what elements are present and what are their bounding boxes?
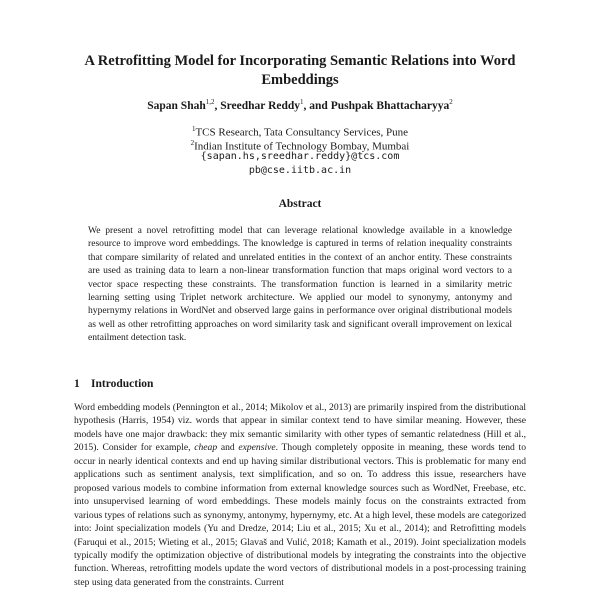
author-name: Sapan Shah	[147, 99, 206, 112]
paper-title: A Retrofitting Model for Incorporating Semantic Relations into Word Embeddings	[84, 53, 516, 88]
author-affiliation-marker: 2	[449, 98, 453, 106]
affiliation-text: TCS Research, Tata Consultancy Services, Pune	[195, 126, 409, 139]
author-name: Sreedhar Reddy	[220, 99, 301, 112]
affiliation-text: Indian Institute of Technology Bombay, Mumbai	[194, 140, 410, 153]
author-email: {sapan.hs,sreedhar.reddy}@tcs.com	[200, 151, 400, 162]
section-heading	[74, 378, 153, 390]
author-email: pb@cse.iitb.ac.in	[248, 165, 352, 176]
author-list	[60, 95, 540, 113]
author-name: Pushpak Bhattacharyya	[330, 99, 450, 112]
emphasized-word: cheap	[194, 442, 218, 454]
body-text: Word embedding models (Pennington et al., 2014; Mikolov et al., 2013) are primarily inspired from the distributional hypothesis (Harris, 1954) viz. words that appear in similar context tend to have similar meaning. However, these models have one major drawback: they mix semantic similarity with other types of semantic relatedness (Hill et al., 2015). Consider for example,	[74, 402, 526, 454]
body-text: and	[217, 442, 239, 454]
emphasized-word: expensive	[238, 442, 276, 454]
author-separator: ,	[214, 99, 221, 112]
affiliation-marker: 2	[190, 139, 195, 147]
section-title: Introduction	[91, 378, 154, 390]
body-text: . Though completely opposite in meaning, these words tend to occur in nearly identical contexts and end up having similar distributional vectors. This is problematic for many end applications such as sentiment analysis, text simplification, and so on. To address this issue, researchers have proposed various models to combine information from external knowledge sources such as WordNet, Freebase, etc. into unsupervised learning of word embeddings. These models mainly focus on the constraints extracted from various types of relations such as synonymy, antonymy, hypernymy, etc. At a high level, these models are categorized into: Joint specialization models (Yu and Dredze, 2014; Liu et al., 2015; Xu et al., 2014); and Retrofitting models (Faruqui et al., 2015; Wieting et al., 2015; Glavaš and Vulić, 2018; Kamath et al., 2019). Joint specialization models typically modify the optimization objective of distributional models by integrating the constraints into the objective function. Whereas, retrofitting models update the word vectors of distributional models in a post-processing training step using data generated from the constraints. Current	[74, 442, 526, 588]
introduction-paragraph	[74, 401, 526, 589]
abstract-heading: Abstract	[278, 198, 322, 210]
author-affiliation-marker: 1	[300, 98, 304, 106]
author-separator: , and	[303, 99, 331, 112]
abstract-text: We present a novel retrofitting model that can leverage relational knowledge available in a knowledge resource to improve word embeddings. The knowledge is captured in terms of relation inequality constraints that compare similarity of related and unrelated entities in the context of an anchor entity. These constraints are used as training data to learn a non-linear transformation function that maps original word vectors to a vector space respecting these constraints. The transformation function is learned in a similarity metric learning setting using Triplet network architecture. We applied our model to synonymy, antonymy and hypernymy relations in WordNet and observed large gains in performance over original distributional models as well as other retrofitting approaches on word similarity task and significant overall improvement on lexical entailment detection task.	[88, 225, 512, 344]
author-affiliation-marker: 1,2	[205, 98, 215, 106]
section-number: 1	[74, 378, 80, 390]
affiliation-marker: 1	[191, 125, 196, 133]
